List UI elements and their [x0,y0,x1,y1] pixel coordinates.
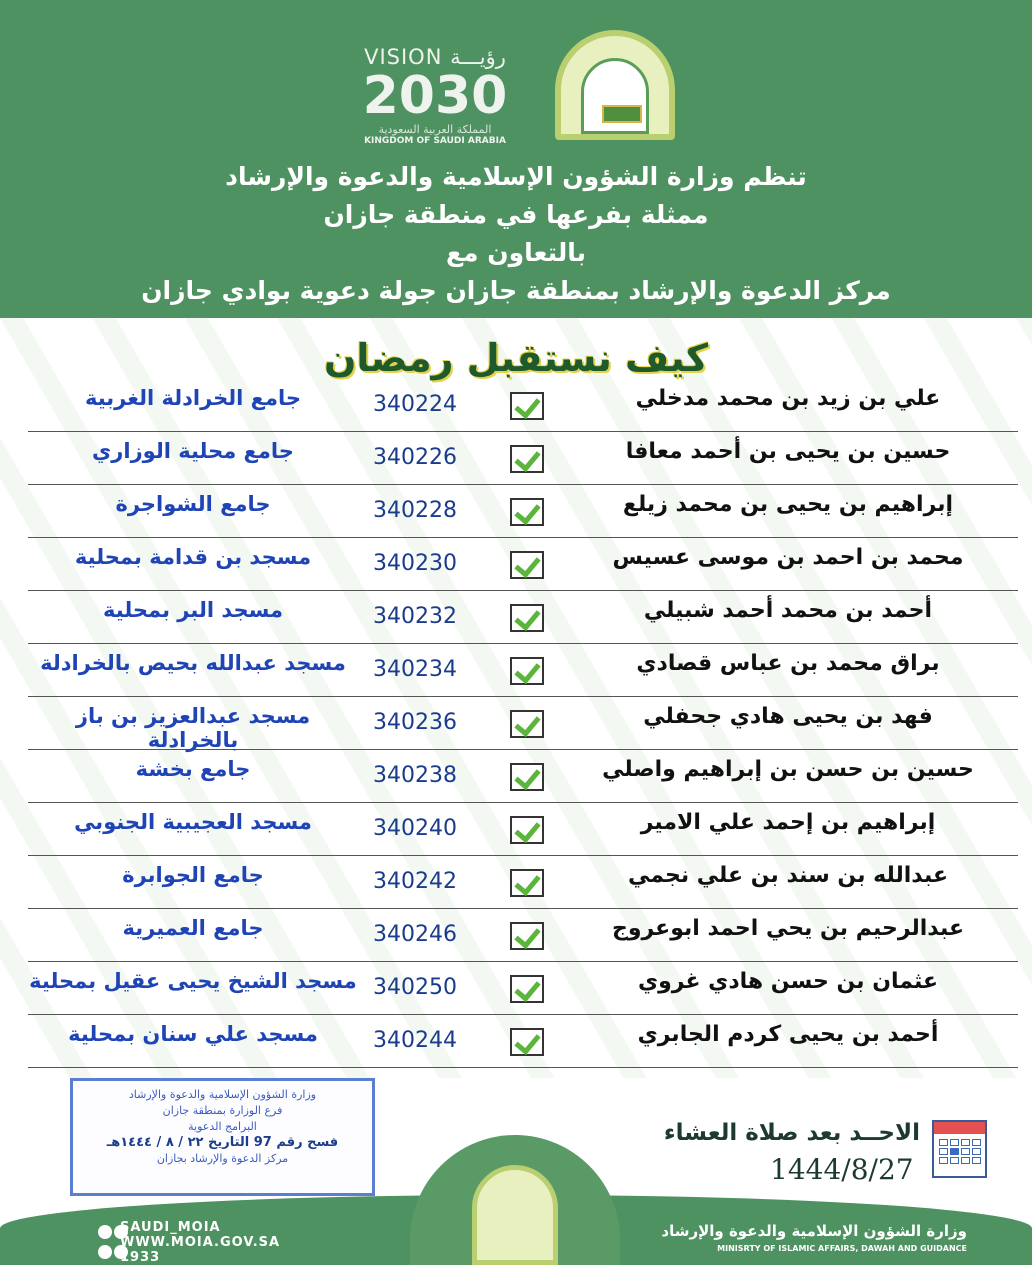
checkmark-icon [510,816,544,844]
preacher-name: براق محمد بن عباس قصادي [636,651,940,676]
table-row [28,751,1018,803]
table-row [28,486,1018,538]
ministry-name [661,1222,967,1253]
mosque-name: جامع الخرادلة الغربية [84,386,302,410]
mosque-name: جامع العميرية [122,916,264,940]
preacher-name: حسين بن حسن بن إبراهيم واصلي [602,757,974,782]
program-code: 340226 [373,445,457,470]
approval-stamp [70,1078,375,1196]
ministry-name-ar: وزارة الشؤون الإسلامية والدعوة والإرشاد [661,1222,967,1240]
checkmark-icon [510,922,544,950]
program-code: 340224 [373,392,457,417]
vision-2030-logo [330,45,540,146]
mosque-name: مسجد عبدالعزيز بن باز بالخرادلة [75,704,311,752]
header-line-2: ممثلة بفرعها في منطقة جازان [323,200,709,229]
stamp-line: البرامج الدعوية [188,1120,257,1133]
vision-label: VISION رؤيـــة [364,45,506,69]
preacher-name: علي بن زيد بن محمد مدخلي [635,386,941,411]
program-code: 340244 [373,1028,457,1053]
preacher-name: عبدالله بن سند بن علي نجمي [628,863,948,888]
mosque-name: مسجد بن قدامة بمحلية [74,545,312,569]
checkmark-icon [510,445,544,473]
table-row [28,433,1018,485]
table-row [28,645,1018,697]
table-row [28,380,1018,432]
program-code: 340236 [373,710,457,735]
ministry-name-en: MINISRTY OF ISLAMIC AFFAIRS, DAWAH AND GUIDANCE [717,1244,967,1253]
checkmark-icon [510,551,544,579]
twitter-icon[interactable] [98,1225,112,1239]
schedule-day: الاحــد بعد صلاة العشاء [663,1120,920,1146]
table-row [28,963,1018,1015]
schedule-date: 1444/8/27 [770,1153,914,1186]
ministry-emblem-icon [555,30,675,140]
program-code: 340246 [373,922,457,947]
mosque-name: جامع الشواجرة [115,492,271,516]
mosque-name: جامع محلية الوزاري [92,439,294,463]
table-row [28,804,1018,856]
mosque-name: مسجد عبدالله بحيص بالخرادلة [40,651,346,675]
social-handle[interactable]: SAUDI_MOIA [120,1220,221,1235]
program-code: 340242 [373,869,457,894]
checkmark-icon [510,710,544,738]
preacher-name: إبراهيم بن يحيى بن محمد زيلع [622,492,954,517]
ministry-emblem-icon [472,1165,558,1265]
program-code: 340240 [373,816,457,841]
preacher-name: فهد بن يحيى هادي جحفلي [643,704,933,729]
mosque-name: جامع بخشة [135,757,251,781]
mosque-name: مسجد الشيخ يحيى عقيل بمحلية [29,969,357,993]
calendar-icon [932,1120,987,1178]
preacher-name: أحمد بن محمد أحمد شبيلي [643,598,933,623]
preacher-name: عثمان بن حسن هادي غروي [637,969,939,994]
table-row [28,539,1018,591]
stamp-line: فرع الوزارة بمنطقة جازان [162,1104,283,1117]
checkmark-icon [510,498,544,526]
stamp-permit: فسح رقم 97 التاريخ ٢٢ / ٨ / ١٤٤٤هـ [106,1135,339,1150]
vision-year: 2030 [362,66,508,126]
checkmark-icon [510,657,544,685]
program-code: 340234 [373,657,457,682]
table-row [28,698,1018,750]
table-row [28,592,1018,644]
checkmark-icon [510,392,544,420]
vision-kingdom-en: KINGDOM OF SAUDI ARABIA [364,136,506,146]
program-code: 340238 [373,763,457,788]
program-code: 340228 [373,498,457,523]
header-line-1: تنظم وزارة الشؤون الإسلامية والدعوة والإرشاد [225,162,807,191]
contact-info [120,1220,280,1265]
mosque-name: مسجد علي سنان بمحلية [68,1022,318,1046]
preacher-name: محمد بن احمد بن موسى عسيس [612,545,964,570]
preacher-name: عبدالرحيم بن يحي احمد ابوعروج [611,916,965,941]
preacher-name: إبراهيم بن إحمد علي الامير [640,810,936,835]
mosque-name: مسجد العجيبية الجنوبي [74,810,312,834]
vision-kingdom-ar: المملكة العربية السعودية [378,123,492,136]
table-row [28,857,1018,909]
checkmark-icon [510,604,544,632]
table-row [28,910,1018,962]
header-line-4: مركز الدعوة والإرشاد بمنطقة جازان جولة دعوية بوادي جازان [141,276,891,305]
footer-arch [410,1135,620,1265]
program-code: 340250 [373,975,457,1000]
checkmark-icon [510,869,544,897]
table-row [28,1016,1018,1068]
website-link[interactable]: WWW.MOIA.GOV.SA [120,1235,281,1250]
phone-number: 1933 [120,1250,161,1265]
mosque-name: مسجد البر بمحلية [103,598,283,622]
checkmark-icon [510,975,544,1003]
stamp-line: مركز الدعوة والإرشاد بجازان [156,1152,289,1165]
preacher-name: حسين بن يحيى بن أحمد معافا [625,439,951,464]
checkmark-icon [510,1028,544,1056]
preacher-name: أحمد بن يحيى كردم الجابري [637,1022,939,1047]
program-code: 340232 [373,604,457,629]
program-code: 340230 [373,551,457,576]
checkmark-icon [510,763,544,791]
header-line-3: بالتعاون مع [445,238,586,267]
stamp-line: وزارة الشؤون الإسلامية والدعوة والإرشاد [128,1088,317,1101]
facebook-icon[interactable] [98,1245,112,1259]
poster-title: كيف نستقبل رمضان [323,336,709,380]
mosque-name: جامع الجوابرة [122,863,264,887]
